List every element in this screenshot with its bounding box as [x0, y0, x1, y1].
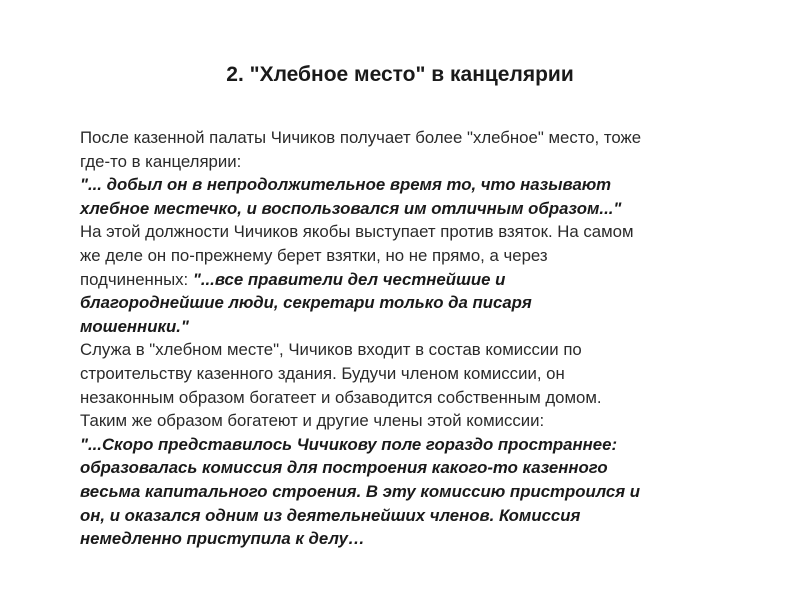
text-line: После казенной палаты Чичиков получает более "хлебное" место, тоже: [80, 128, 642, 147]
text-line: Таким же образом богатеют и другие члены этой комиссии:: [80, 411, 545, 431]
text-line: строительству казенного здания. Будучи членом комиссии, он: [80, 363, 565, 383]
quote-line: благороднейшие люди, секретари только да писаря: [80, 293, 532, 313]
slide-body: [80, 126, 748, 551]
text-line: На этой должности Чичиков якобы выступает против взяток. На самом: [80, 222, 634, 242]
text-line: незаконным образом богатеет и обзаводится собственным домом.: [80, 387, 602, 407]
quote-line: образовалась комиссия для построения какого-то казенного: [80, 458, 608, 478]
quote-line: он, и оказался одним из деятельнейших членов. Комиссия: [80, 505, 581, 525]
text-fragment: подчиненных:: [80, 269, 193, 289]
quote-line: "...Скоро представилось Чичикову поле гораздо пространнее:: [80, 434, 618, 454]
text-line: же деле он по-прежнему берет взятки, но не прямо, а через: [80, 245, 548, 265]
quote-line: мошенники.": [80, 316, 189, 336]
quote-line: немедленно приступила к делу…: [80, 529, 365, 549]
quote-line: весьма капитального строения. В эту комиссию пристроился и: [80, 481, 641, 501]
quote-fragment: "...все правители дел честнейшие и: [192, 269, 506, 289]
text-line: Служа в "хлебном месте", Чичиков входит в состав комиссии по: [80, 340, 582, 360]
quote-line: "... добыл он в непродолжительное время то, что называют: [80, 175, 611, 195]
slide-title: 2. "Хлебное место" в канцелярии: [226, 63, 574, 86]
text-line: где-то в канцелярии:: [80, 151, 242, 171]
mixed-line: [80, 268, 748, 292]
quote-line: хлебное местечко, и воспользовался им отличным образом...": [80, 198, 622, 218]
